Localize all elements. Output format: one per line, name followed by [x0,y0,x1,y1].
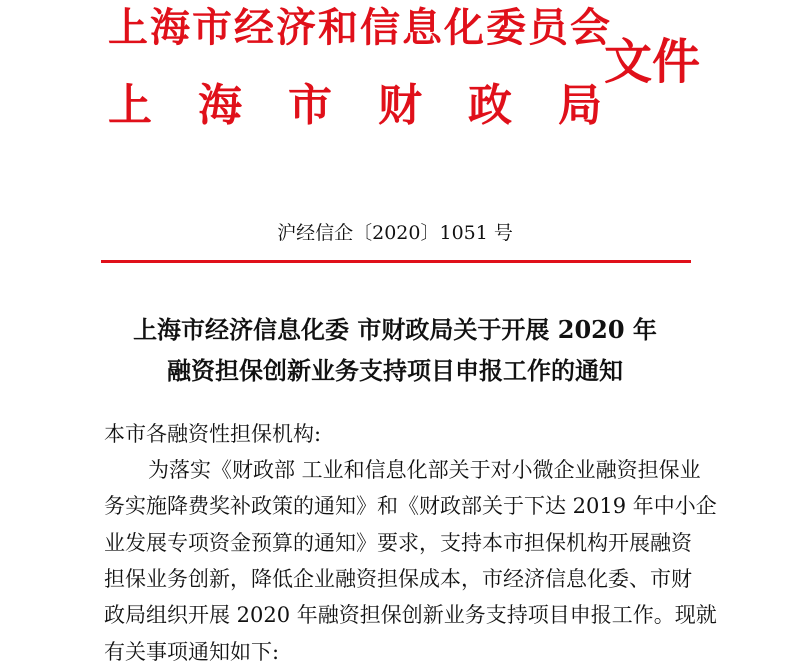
document-word: 文件 [604,34,701,90]
notice-title-line-2: 融资担保创新业务支持项目申报工作的通知 [167,356,623,385]
issuer-line-2: 上海市财政局 [108,80,648,131]
body-line: 务实施降费奖补政策的通知》和《财政部关于下达 2019 年中小企 [104,494,717,518]
salutation: 本市各融资性担保机构: [104,422,322,446]
document-number: 沪经信企〔2020〕1051 号 [277,222,513,244]
body-line: 担保业务创新，降低企业融资担保成本，市经济信息化委、市财 [104,567,692,591]
notice-title-line-1: 上海市经济信息化委 市财政局关于开展 2020 年 [133,315,657,344]
issuer-line-1: 上海市经济和信息化委员会 [108,4,612,51]
red-divider-rule [101,260,691,263]
body-line: 为落实《财政部 工业和信息化部关于对小微企业融资担保业 [148,458,701,482]
body-line: 政局组织开展 2020 年融资担保创新业务支持项目申报工作。现就 [104,603,717,627]
body-line: 业发展专项资金预算的通知》要求，支持本市担保机构开展融资 [104,531,692,555]
body-line: 有关事项通知如下: [104,640,280,664]
